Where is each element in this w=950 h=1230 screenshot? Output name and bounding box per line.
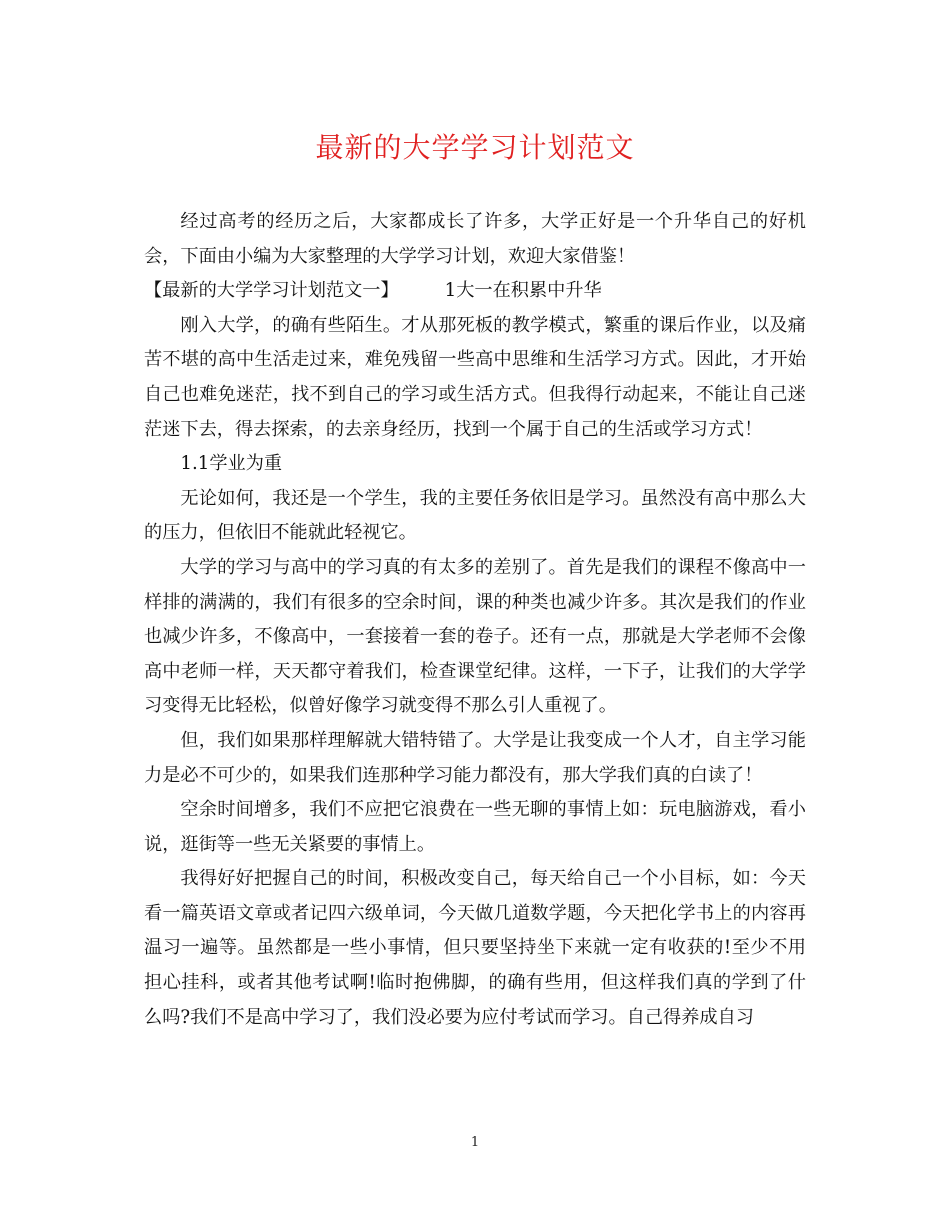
page-number: 1 bbox=[470, 1135, 480, 1150]
intro-paragraph: 经过高考的经历之后，大家都成长了许多，大学正好是一个升华自己的好机会，下面由小编为大家整理的大学学习计划，欢迎大家借鉴！ bbox=[144, 211, 806, 267]
subheading: 1.1学业为重 bbox=[180, 453, 283, 475]
document-body bbox=[144, 205, 806, 1035]
section-heading bbox=[144, 274, 806, 309]
paragraph: 大学的学习与高中的学习真的有太多的差别了。首先是我们的课程不像高中一样排的满满的，我们有很多的空余时间，课的种类也减少许多。其次是我们的作业也减少许多，不像高中，一套接着一套的卷子。还有一点，那就是大学老师不会像高中老师一样，天天都守着我们，检查课堂纪律。这样，一下子，让我们的大学学习变得无比轻松，似曾好像学习就变得不那么引人重视了。 bbox=[144, 556, 806, 717]
paragraph: 刚入大学，的确有些陌生。才从那死板的教学模式，繁重的课后作业，以及痛苦不堪的高中生活走过来，难免残留一些高中思维和生活学习方式。因此，才开始自己也难免迷茫，找不到自己的学习或生活方式。但我得行动起来，不能让自己迷茫迷下去，得去探索，的去亲身经历，找到一个属于自己的生活或学习方式！ bbox=[144, 314, 806, 440]
paragraph: 无论如何，我还是一个学生，我的主要任务依旧是学习。虽然没有高中那么大的压力，但依旧不能就此轻视它。 bbox=[144, 487, 806, 544]
document-title: 最新的大学学习计划范文 bbox=[315, 131, 635, 164]
section-subtitle: 1大一在积累中升华 bbox=[444, 280, 602, 302]
section-label: 【最新的大学学习计划范文一】 bbox=[144, 280, 399, 302]
paragraph: 我得好好把握自己的时间，积极改变自己，每天给自己一个小目标，如：今天看一篇英语文章或者记四六级单词，今天做几道数学题，今天把化学书上的内容再温习一遍等。虽然都是一些小事情，但只要坚持坐下来就一定有收获的!至少不用担心挂科，或者其他考试啊!临时抱佛脚，的确有些用，但这样我们真的学到了什么吗?我们不是高中学习了，我们没必要为应付考试而学习。自己得养成自习 bbox=[144, 868, 806, 1028]
paragraph: 但，我们如果那样理解就大错特错了。大学是让我变成一个人才，自主学习能力是必不可少的，如果我们连那种学习能力都没有，那大学我们真的白读了！ bbox=[144, 729, 806, 786]
paragraph: 空余时间增多，我们不应把它浪费在一些无聊的事情上如：玩电脑游戏，看小说，逛街等一些无关紧要的事情上。 bbox=[144, 799, 806, 855]
